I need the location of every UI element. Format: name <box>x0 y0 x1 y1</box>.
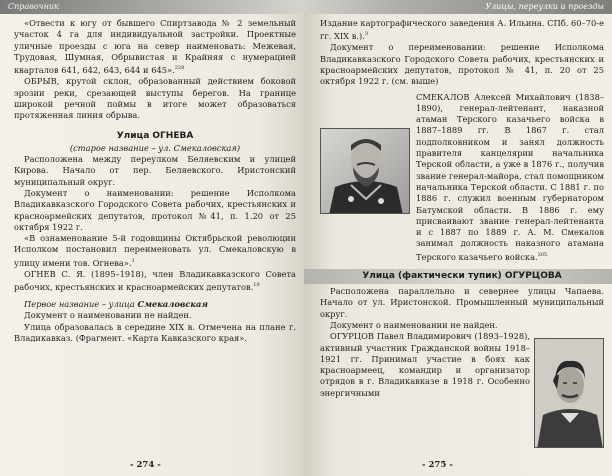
ogurtsov-portrait <box>534 338 604 448</box>
right-page <box>304 0 612 476</box>
rename-quote: «В ознаменование 5-й годовщины Октябрьской революции Исполком постановил переименовать ул. Смекаловскую в улицу имени тов. Огнева».$^1$ <box>14 233 296 268</box>
left-text-body <box>14 18 296 344</box>
street-location: Расположена между переулком Беляевским и улицей Кирова. Начало от пер. Беляевского. Иристонский муниципальный округ. <box>14 154 296 187</box>
smekalov-bio: СМЕКАЛОВ Алексей Михайлович (1838–1890), генерал-лейтенант, наказной атаман Терского казачьего войска в 1887–1889 гг. В 1867 г. стал подполковником и занял должность правителя канцелярии начальника Терской области, а уже в 1876 г., получив звание генерал-майора, стал помощником начальника Терской области. С 1881 г. по 1886 г. служил военным губернатором Батумской области. В 1886 г. ему присваивают звание генерал-лейтенанта и с 1887 по 1889 г. А. М. Смекалов занимал должность наказного атамана Терского казачьего войска.$^{305}$ <box>416 91 604 262</box>
naming-document: Документ о наименовании: решение Исполкома Владикавказского Городского Совета рабочих, крестьянских и красноармейских депутатов, протокол №41, п. 1.20 от 25 октября 1922 г. <box>14 187 296 232</box>
left-page <box>0 0 304 476</box>
smekalov-portrait-drawing <box>321 129 410 214</box>
ogurtsov-portrait-drawing <box>535 339 604 448</box>
smekalov-portrait <box>320 128 410 214</box>
ogurtsov-bio: ОГУРЦОВ Павел Владимирович (1893–1928), активный участник Гражданской войны 1918–1921 гг. Принимал участие в боях как красноармеец, командир и организатор отрядов в г. Владикавказе в 1918 г. Особенно энергичными <box>320 331 530 398</box>
page-number-right: - 275 - <box>422 460 453 470</box>
street-old-name: (старое название – ул. Смекаловская) <box>69 142 241 153</box>
ogurtsova-location: Расположена параллельно и севернее улицы Чапаева. Начало от ул. Иристонской. Промышленный муниципальный округ. <box>320 286 604 319</box>
street-title-ogneva: Улица ОГНЕВА <box>116 131 194 142</box>
ognev-bio: ОГНЕВ С. Я. (1895–1918), член Владикавказского Совета рабочих, крестьянских и красноармейских депутатов.$^{10}$ <box>14 268 296 292</box>
rename-document: Документ о переименовании: решение Исполкома Владикавказского Городского Совета рабочих, крестьянских и красноармейских депутатов, протокол № 41, п. 20 от 25 октября 1922 г. (см. выше) <box>320 42 604 87</box>
publisher-line: Издание картографического заведения А. Ильина. СПб. 60–70-е гг. XIX в.).$^3$ <box>320 18 604 42</box>
street-title-ogurtsova: Улица (фактически тупик) ОГУРЦОВА <box>304 269 612 284</box>
page-number-left: - 274 - <box>130 460 161 470</box>
first-name-doc: Документ о наименовании не найден. <box>24 310 192 321</box>
obryv-paragraph: ОБРЫВ, крутой склон, образованный действием боковой эрозии реки, срезающей выступы берегов. На границе широкой речной поймы в итоге может образоваться протяженная линия обрыва. <box>14 76 296 121</box>
first-name-line: Первое название – улица Смекаловская <box>24 299 208 310</box>
ogurtsova-doc: Документ о наименовании не найден. <box>330 319 498 330</box>
right-running-header: Улицы, переулки и проезды <box>304 0 612 14</box>
quote-paragraph: «Отвести к югу от бывшего Спиртзавода № 2 земельный участок 4 га для индивидуальной застройки. Проектные уличные проезды с юга на север наименовать: Межевая, Трудовая, Шумная, Обрывистая и Крайняя с нумерацией кварталов 641, 642, 643, 644 и 645».$^{229}$ <box>14 18 296 75</box>
left-running-header: Справочник <box>0 0 304 14</box>
first-name-history: Улица образовалась в середине XIX в. Отмечена на плане г. Владикавказ. (Фрагмент. «Карта Кавказского края». <box>14 321 296 344</box>
